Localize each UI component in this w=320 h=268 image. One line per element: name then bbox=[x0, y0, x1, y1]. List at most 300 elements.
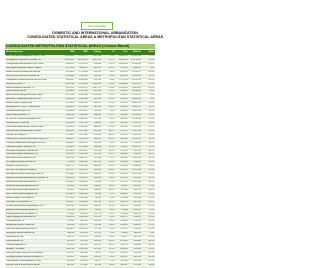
population-2000: 2,050,175 bbox=[78, 141, 88, 144]
metro-area-name: Washington-Baltimore-Northern Virginia bbox=[6, 66, 42, 69]
percent-change: 15.2% bbox=[108, 149, 115, 152]
population-2000: 1,381,287 bbox=[78, 177, 88, 180]
core-population: 348,189 bbox=[120, 118, 128, 120]
suburban-population: 1,459,525 bbox=[132, 137, 141, 140]
suburban-population: 886,901 bbox=[133, 224, 141, 227]
data-table bbox=[5, 50, 155, 268]
core-population: 2,896,016 bbox=[118, 62, 128, 65]
metro-area-name: Minneapolis-St. Paul-St. Cloud MN-WI bbox=[6, 106, 41, 109]
metro-area-name: New Orleans-Metairie-Bogalusa LA bbox=[6, 192, 38, 195]
core-population: 711,470 bbox=[120, 145, 128, 148]
suburban-population: 387,133 bbox=[133, 236, 141, 239]
core-population: 8,008,278 bbox=[118, 55, 128, 57]
core-population: 951,270 bbox=[120, 90, 128, 93]
population-1990: 1,605,051 bbox=[65, 129, 75, 132]
core-population: 56,002 bbox=[121, 184, 128, 187]
percent-change: 21.3% bbox=[108, 102, 115, 105]
population-change: 366,654 bbox=[93, 125, 101, 128]
percent-change: 7.0% bbox=[109, 232, 115, 235]
column-header: Suburbs bbox=[132, 51, 141, 54]
population-2000: 1,901,070 bbox=[78, 137, 88, 140]
population-change: 16,355 bbox=[94, 208, 101, 211]
percent-change: 2.2% bbox=[109, 181, 115, 183]
population-1990: 1,607,183 bbox=[65, 157, 75, 160]
metro-area-name: Cincinnati-Middletown-Wilmington OH-KY-IN bbox=[6, 141, 46, 144]
suburban-population: 1,894,408 bbox=[132, 114, 141, 117]
suburban-population: 13,353,519 bbox=[130, 55, 141, 57]
suburban-population: 3,040,791 bbox=[132, 102, 141, 105]
table-row bbox=[5, 264, 155, 268]
suburban-population: 642,749 bbox=[133, 200, 141, 203]
suburban-population: 4,131,870 bbox=[132, 94, 141, 97]
population-1990: 3,317,389 bbox=[65, 94, 75, 97]
metro-area-name: Birmingham-Hoover-Cullman AL bbox=[6, 224, 35, 227]
metro-area-name: Louisville-Elizabethtown-Scottsburg KY-IN bbox=[6, 204, 44, 207]
core-share: 11.0% bbox=[148, 133, 155, 136]
population-1990: 2,859,644 bbox=[65, 110, 75, 113]
metro-area-name: Buffalo-Niagara-Cattaraugus NY bbox=[6, 196, 35, 199]
suburban-population: 1,718,890 bbox=[132, 141, 141, 144]
suburban-population: 4,670,913 bbox=[132, 78, 141, 81]
population-change: 246,810 bbox=[93, 165, 101, 168]
population-change: 137,941 bbox=[93, 247, 101, 250]
core-population: 95,658 bbox=[121, 208, 128, 211]
population-change: 1,842,116 bbox=[92, 58, 101, 61]
core-population: 589,141 bbox=[120, 70, 128, 73]
core-share: 12.7% bbox=[148, 74, 155, 77]
population-2000: 1,781,449 bbox=[78, 145, 88, 148]
population-1990: 1,048,218 bbox=[65, 177, 75, 180]
core-share: 10.3% bbox=[148, 70, 155, 73]
document-subtitle: CONSOLIDATED STATISTICAL AREAS & METROPOLITAN STATISTICAL AREAS bbox=[27, 35, 163, 39]
core-share: 22.8% bbox=[148, 82, 155, 85]
core-population: 331,285 bbox=[120, 141, 128, 144]
core-population: 292,648 bbox=[120, 196, 128, 199]
population-2000: 16,373,645 bbox=[77, 58, 88, 61]
core-share: 29.5% bbox=[148, 259, 155, 262]
percent-change: 23.5% bbox=[108, 125, 115, 128]
suburban-population: 914,413 bbox=[133, 208, 141, 211]
population-2000: 1,148,881 bbox=[78, 200, 88, 203]
population-1990: 3,767,335 bbox=[65, 86, 75, 89]
core-population: 596,974 bbox=[120, 157, 128, 160]
metro-area-name: Boston-Worcester-Manchester MA-NH bbox=[6, 70, 41, 73]
population-change: 216,023 bbox=[93, 236, 101, 239]
population-1990: 2,580,897 bbox=[65, 118, 75, 120]
population-change: 193,827 bbox=[93, 244, 101, 246]
population-2000: 1,129,721 bbox=[78, 224, 88, 227]
population-change: -38,805 bbox=[94, 121, 101, 124]
percent-change: 13.1% bbox=[108, 66, 115, 69]
population-2000: 1,697,906 bbox=[78, 133, 88, 136]
core-share: 26.4% bbox=[148, 251, 155, 254]
suburban-population: 680,765 bbox=[133, 212, 141, 215]
core-population: 183,133 bbox=[120, 251, 128, 254]
core-population: 256,231 bbox=[120, 204, 128, 207]
population-1990: 4,056,100 bbox=[65, 98, 75, 101]
column-header: Change bbox=[93, 51, 101, 54]
percent-change: -1.4% bbox=[109, 196, 115, 199]
core-share: 65.5% bbox=[148, 236, 155, 239]
population-change: 236,436 bbox=[93, 145, 101, 148]
suburban-population: 878,428 bbox=[133, 228, 141, 231]
suburban-population: 2,467,428 bbox=[132, 110, 141, 113]
suburban-population: 377,034 bbox=[133, 263, 141, 266]
population-change: 881,020 bbox=[93, 66, 101, 69]
percent-change: 5.1% bbox=[109, 157, 115, 160]
population-2000: 3,604,165 bbox=[78, 102, 88, 105]
population-1990: 5,455,403 bbox=[65, 70, 75, 73]
population-change: 117,790 bbox=[93, 118, 101, 120]
population-1990: 702,883 bbox=[67, 212, 75, 215]
population-change: 35,731 bbox=[94, 228, 101, 231]
suburban-population: 1,027,040 bbox=[132, 181, 141, 183]
population-1990: 1,980,140 bbox=[65, 114, 75, 117]
core-population: 563,374 bbox=[120, 102, 128, 105]
core-population: 545,524 bbox=[120, 177, 128, 180]
population-1990: 1,095,236 bbox=[65, 204, 75, 207]
core-share: 40.3% bbox=[148, 255, 155, 258]
population-change: 468,904 bbox=[93, 114, 101, 117]
metro-area-name: Los Angeles-Long Beach-Riverside CA bbox=[6, 58, 41, 61]
core-share: 21.1% bbox=[148, 125, 155, 128]
metro-area-name: Denver-Aurora-Boulder CO bbox=[6, 114, 31, 117]
metro-area-name: Dayton-Springfield-Greenville OH bbox=[6, 216, 36, 219]
population-2000: 6,188,463 bbox=[78, 78, 88, 81]
population-change: 150,591 bbox=[93, 173, 101, 176]
population-change: 260,295 bbox=[93, 70, 101, 73]
core-share: 22.6% bbox=[148, 114, 155, 117]
population-change: 297,530 bbox=[93, 153, 101, 156]
metro-area-name: Sacramento-Arden-Arcade-Truckee CA-NV bbox=[6, 125, 45, 128]
percent-change: 16.5% bbox=[108, 106, 115, 109]
percent-change: 27.8% bbox=[108, 86, 115, 89]
core-share: 46.2% bbox=[148, 149, 155, 152]
suburban-population: 4,645,094 bbox=[132, 98, 141, 101]
population-2000: 1,148,618 bbox=[78, 181, 88, 183]
core-population: 181,743 bbox=[120, 169, 128, 172]
population-change: 151,772 bbox=[93, 212, 101, 215]
percent-change: 11.8% bbox=[108, 263, 115, 266]
metro-area-name: Tulsa-Bartlesville OK bbox=[6, 220, 25, 223]
population-change: 38,577 bbox=[94, 259, 101, 262]
core-share: 10.6% bbox=[148, 181, 155, 183]
percent-change: 4.6% bbox=[109, 118, 115, 120]
population-change: -15,122 bbox=[94, 216, 101, 219]
population-2000: 21,361,797 bbox=[77, 55, 88, 57]
core-share: 25.2% bbox=[148, 129, 155, 132]
metro-area-name: Omaha-Council Bluffs-Fremont NE-IA bbox=[6, 263, 40, 266]
core-share: 35.3% bbox=[148, 157, 155, 160]
metro-area-name: Hartford-West Hartford-Willimantic CT bbox=[6, 181, 40, 183]
core-share: 39.9% bbox=[148, 145, 155, 148]
core-population: 185,951 bbox=[120, 133, 128, 136]
population-2000: 1,314,589 bbox=[78, 165, 88, 168]
core-population: 173,890 bbox=[120, 212, 128, 215]
population-1990: 1,067,263 bbox=[65, 247, 75, 250]
core-share: 16.2% bbox=[148, 110, 155, 113]
population-change: 333,069 bbox=[93, 177, 101, 180]
percent-change: 23.5% bbox=[108, 98, 115, 101]
percent-change: 3.0% bbox=[109, 110, 115, 113]
population-change: -18,239 bbox=[94, 196, 101, 199]
percent-change: 20.2% bbox=[108, 220, 115, 223]
core-population: 260,512 bbox=[120, 255, 128, 258]
population-1990: 489,566 bbox=[67, 259, 75, 262]
population-1990: 453,331 bbox=[67, 244, 75, 246]
core-share: 18.0% bbox=[148, 244, 155, 246]
metro-area-name: Portland-Vancouver-Beaverton OR-WA bbox=[6, 129, 41, 132]
metro-area-name: Nashville-Davidson-Murfreesboro-Columbia TN bbox=[6, 177, 48, 180]
percent-change: 5.1% bbox=[109, 90, 115, 93]
population-1990: 5,892,937 bbox=[65, 78, 75, 81]
population-2000: 2,097,049 bbox=[78, 129, 88, 132]
metro-area-name: Chicago-Naperville-Michigan City IL-IN-WI bbox=[6, 62, 44, 65]
population-change: 1,047,787 bbox=[92, 86, 101, 89]
metro-area-name: Pittsburgh-New Castle PA bbox=[6, 121, 29, 124]
population-change: 86,187 bbox=[94, 110, 101, 113]
column-header: Metropolitan Area bbox=[6, 51, 23, 54]
population-1990: 1,880,332 bbox=[65, 141, 75, 144]
suburban-population: 385,379 bbox=[133, 255, 141, 258]
suburban-population: 511,531 bbox=[133, 251, 141, 254]
core-share: 22.6% bbox=[148, 58, 155, 61]
core-population: 540,828 bbox=[120, 153, 128, 156]
core-population: 116,278 bbox=[120, 244, 128, 246]
metro-area-name: Greensboro-Winston-Salem-High Point NC bbox=[6, 173, 45, 176]
column-header: 2000 bbox=[83, 51, 88, 54]
suburban-population: 1,085,134 bbox=[132, 173, 141, 176]
suburban-population: 961,287 bbox=[133, 184, 141, 187]
percent-change: 23.8% bbox=[108, 236, 115, 239]
percent-change: 9.0% bbox=[109, 141, 115, 144]
population-1990: 950,385 bbox=[67, 224, 75, 227]
percent-change: 13.0% bbox=[108, 173, 115, 176]
metro-area-name: Charlotte-Gastonia-Salisbury NC-SC bbox=[6, 153, 39, 156]
population-2000: 1,254,066 bbox=[78, 196, 88, 199]
population-change: 473,054 bbox=[93, 133, 101, 136]
population-change: 24,940 bbox=[94, 181, 101, 183]
population-change: 35,966 bbox=[94, 192, 101, 195]
metro-area-name: Little Rock-North Little Rock-Pine Bluff AR bbox=[6, 251, 44, 254]
suburban-population: 2,889,270 bbox=[132, 106, 141, 109]
demographia-logo: demographia bbox=[81, 22, 113, 30]
population-change: 261,843 bbox=[93, 90, 101, 93]
core-population: 219,773 bbox=[120, 228, 128, 231]
core-population: 155,554 bbox=[120, 259, 128, 262]
population-change: 113,974 bbox=[93, 255, 101, 258]
population-1990: 588,282 bbox=[67, 232, 75, 235]
core-population: 334,563 bbox=[120, 121, 128, 124]
population-1990: 993,716 bbox=[67, 208, 75, 211]
percent-change: 29.3% bbox=[108, 82, 115, 85]
core-share: 23.2% bbox=[148, 137, 155, 140]
population-2000: 4,548,344 bbox=[78, 94, 88, 97]
metro-area-name: Chattanooga-Cleveland-Athens TN-GA bbox=[6, 259, 41, 262]
population-1990: 667,490 bbox=[67, 240, 75, 243]
core-population: 242,820 bbox=[120, 224, 128, 227]
population-2000: 647,158 bbox=[80, 244, 88, 246]
percent-change: 38.6% bbox=[108, 133, 115, 136]
suburban-population: 4,406,268 bbox=[132, 90, 141, 93]
population-1990: 4,037,282 bbox=[65, 82, 75, 85]
population-2000: 2,698,687 bbox=[78, 118, 88, 120]
core-population: 529,121 bbox=[120, 129, 128, 132]
suburban-population: 2,191,167 bbox=[132, 121, 141, 124]
population-2000: 1,500,069 bbox=[78, 153, 88, 156]
core-population: 781,870 bbox=[120, 149, 128, 152]
population-1990: 19,549,649 bbox=[64, 55, 75, 57]
core-share: 9.5% bbox=[149, 208, 155, 211]
core-population: 393,049 bbox=[120, 220, 128, 223]
population-1990: 1,636,527 bbox=[65, 137, 75, 140]
core-share: 20.3% bbox=[148, 212, 155, 215]
population-1990: 1,324,470 bbox=[65, 192, 75, 195]
population-2000: 2,449,044 bbox=[78, 114, 88, 117]
percent-change: 16.2% bbox=[108, 137, 115, 140]
core-population: 362,470 bbox=[120, 98, 128, 101]
core-share: 31.1% bbox=[148, 62, 155, 65]
core-share: 15.6% bbox=[148, 102, 155, 105]
core-share: 20.9% bbox=[148, 204, 155, 207]
population-change: 951,464 bbox=[93, 98, 101, 101]
population-1990: 770,280 bbox=[67, 161, 75, 164]
suburban-population: 530,880 bbox=[133, 244, 141, 246]
core-share: 7.8% bbox=[149, 232, 155, 235]
population-2000: 1,088,514 bbox=[78, 188, 88, 191]
population-1990: 937,891 bbox=[67, 188, 75, 191]
core-share: 17.1% bbox=[148, 173, 155, 176]
core-population: 650,100 bbox=[120, 247, 128, 250]
population-2000: 1,205,204 bbox=[78, 247, 88, 250]
population-change: 169,843 bbox=[93, 141, 101, 144]
population-1990: 6,727,050 bbox=[65, 66, 75, 69]
population-2000: 908,528 bbox=[80, 220, 88, 223]
metro-area-name: Cleveland-Akron-Elyria OH bbox=[6, 110, 31, 113]
suburban-population: 959,241 bbox=[133, 153, 141, 156]
metro-area-name: Houston-Baytown-Huntsville TX bbox=[6, 86, 35, 89]
population-change: 179,336 bbox=[93, 224, 101, 227]
metro-area-name: Greenville-Spartanburg-Anderson SC bbox=[6, 184, 40, 187]
percent-change: 11.9% bbox=[108, 74, 115, 77]
population-change: 637,970 bbox=[93, 161, 101, 164]
population-2000: 1,408,250 bbox=[78, 161, 88, 164]
core-share: 46.4% bbox=[148, 240, 155, 243]
population-1990: 14,531,529 bbox=[64, 58, 75, 61]
population-2000: 3,271,888 bbox=[78, 106, 88, 109]
suburban-population: 1,038,496 bbox=[132, 165, 141, 168]
core-share: 5.5% bbox=[149, 184, 155, 187]
population-2000: 1,689,572 bbox=[78, 157, 88, 160]
percent-change: 13.9% bbox=[108, 184, 115, 187]
population-1990: 8,385,397 bbox=[65, 62, 75, 65]
core-population: 382,618 bbox=[120, 106, 128, 109]
population-1990: 1,015,117 bbox=[65, 200, 75, 203]
percent-change: 18.9% bbox=[108, 224, 115, 227]
percent-change: 82.8% bbox=[108, 161, 115, 164]
core-population: 416,474 bbox=[120, 94, 128, 97]
core-share: 21.0% bbox=[148, 165, 155, 168]
core-share: 44.1% bbox=[148, 200, 155, 203]
population-1990: 1,545,013 bbox=[65, 145, 75, 148]
core-population: 894,943 bbox=[120, 74, 128, 77]
percent-change: 5.0% bbox=[109, 78, 115, 81]
population-change: 633,837 bbox=[93, 102, 101, 105]
metro-area-name: Seattle-Tacoma-Olympia WA bbox=[6, 102, 32, 105]
percent-change: 9.3% bbox=[109, 55, 115, 57]
suburban-population: 911,159 bbox=[133, 149, 141, 152]
core-population: 121,578 bbox=[120, 181, 128, 183]
metro-area-name: Las Vegas-Paradise-Pahrump NV bbox=[6, 161, 37, 164]
population-2000: 1,225,633 bbox=[78, 204, 88, 207]
population-1990: 893,240 bbox=[67, 184, 75, 187]
suburban-population: 515,479 bbox=[133, 220, 141, 223]
metro-area-name: Philadelphia-Camden-Vineland PA-NJ-DE-MD bbox=[6, 78, 47, 81]
population-change: 1,184,519 bbox=[92, 82, 101, 85]
core-population: 1,517,550 bbox=[118, 78, 128, 81]
population-2000: 7,608,070 bbox=[78, 66, 88, 69]
percent-change: 23.1% bbox=[108, 165, 115, 168]
core-population: 735,617 bbox=[120, 236, 128, 239]
metro-area-name: Detroit-Warren-Flint MI bbox=[6, 90, 27, 93]
suburban-population: 1,567,928 bbox=[132, 129, 141, 132]
metro-area-name: St. Louis-St. Charles-Farmington MO-IL bbox=[6, 118, 42, 120]
population-2000: 1,360,436 bbox=[78, 192, 88, 195]
core-population: 197,800 bbox=[120, 188, 128, 191]
core-population: 478,403 bbox=[120, 110, 128, 113]
percent-change: -1.4% bbox=[109, 216, 115, 219]
suburban-population: 555,104 bbox=[133, 247, 141, 250]
suburban-population: 580,451 bbox=[133, 232, 141, 235]
population-change: 41,119 bbox=[95, 232, 101, 235]
population-2000: 5,221,801 bbox=[78, 82, 88, 85]
population-1990: 755,539 bbox=[67, 220, 75, 223]
metro-area-name: New York-Newark-Bridgeport NY-NJ-CT-PA bbox=[6, 55, 45, 57]
population-1990: 1,100,216 bbox=[65, 216, 75, 219]
core-population: 427,652 bbox=[120, 240, 128, 243]
population-2000: 7,039,362 bbox=[78, 74, 88, 77]
population-2000: 1,309,025 bbox=[78, 173, 88, 176]
population-2000: 1,930,149 bbox=[78, 125, 88, 128]
column-header: % bbox=[112, 51, 115, 54]
core-share: 12.5% bbox=[148, 169, 155, 172]
core-population: 276,093 bbox=[120, 165, 128, 168]
suburban-population: 2,350,498 bbox=[132, 118, 141, 120]
suburban-population: 1,511,955 bbox=[132, 133, 141, 136]
document-title: DOMESTIC AND INTERNATIONAL URBANIZATION bbox=[52, 31, 138, 35]
suburban-population: 890,714 bbox=[133, 188, 141, 191]
core-share: 15.3% bbox=[148, 216, 155, 219]
population-change: 130,397 bbox=[93, 204, 101, 207]
population-2000: 922,516 bbox=[80, 240, 88, 243]
metro-area-name: Atlanta-Sandy Springs-Gainesville GA-AL bbox=[6, 94, 43, 97]
population-2000: 5,007,564 bbox=[78, 98, 88, 101]
metro-area-name: Oklahoma City-Shawnee OK bbox=[6, 200, 32, 203]
population-2000: 645,891 bbox=[80, 255, 88, 258]
suburban-population: 1,069,979 bbox=[132, 145, 141, 148]
core-share: 37.5% bbox=[148, 55, 155, 57]
core-share: 53.9% bbox=[148, 247, 155, 250]
core-population: 3,694,820 bbox=[118, 58, 128, 61]
population-1990: 1,067,779 bbox=[65, 165, 75, 168]
metro-area-name: Milwaukee-Racine-Waukesha WI bbox=[6, 157, 36, 160]
population-change: 749,354 bbox=[93, 74, 101, 77]
core-share: 7.2% bbox=[149, 98, 155, 101]
core-share: 20.0% bbox=[148, 228, 155, 231]
metro-area-name: Jacksonville FL-GA bbox=[6, 236, 24, 239]
metro-area-name: Albany-Schenectady-Amsterdam NY bbox=[6, 208, 39, 211]
core-population: 1,953,631 bbox=[118, 86, 128, 89]
